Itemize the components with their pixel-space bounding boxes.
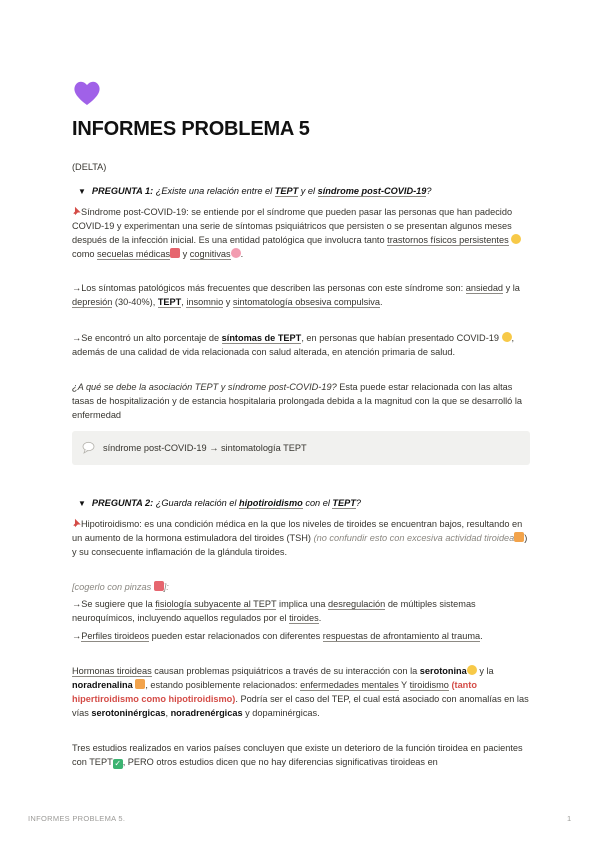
smile-emoji-icon xyxy=(467,665,477,675)
q2-paragraph-1: Hipotiroidismo: es una condición médica en la que los niveles de tiroides se encuentran bajos, resultando en un aumento de la hormona estimuladora del tiroides (TSH) (no confundir esto con excesiva actividad tiroidea ) y su consecuente inflamación de la glándula tiroides. xyxy=(72,519,528,557)
warning-emoji-icon xyxy=(514,532,524,542)
toggle-triangle-icon: ▼ xyxy=(78,499,86,508)
q2-paragraph-2: →Se sugiere que la fisiología subyacente al TEPT implica una desregulación de múltiples sistemas neuroquímicos, incluyendo aquellos regulados por el tiroides. xyxy=(72,599,476,623)
q1-paragraph-1: Síndrome post-COVID-19: se entiende por el síndrome que pueden pasar las personas que han padecido COVID-19 y experimentan una serie de síntomas psiquiátricos que persisten o se presentan algunos meses después de la infección inicial. Es una entidad patológica que involucra tanto trastornos físicos persistentes como secuelas médicas y cognitivas . xyxy=(72,205,530,261)
page-number: 1 xyxy=(567,814,572,823)
pushpin-icon xyxy=(72,518,81,528)
q2-note: [cogerlo con pinzas ]: xyxy=(72,582,169,592)
hands-emoji-icon xyxy=(135,679,145,689)
q1-question: ¿Existe una relación entre el TEPT y el síndrome post-COVID-19? xyxy=(155,186,432,196)
pushpin-icon xyxy=(72,206,81,216)
face-emoji-icon xyxy=(511,234,521,244)
footer-title: INFORMES PROBLEMA 5. xyxy=(28,814,126,823)
q1-paragraph-4: ¿A qué se debe la asociación TEPT y síndrome post-COVID-19? Esta puede estar relacionada con las altas tasas de hospitalización y de estancia hospitalaria prolongada debida a la magnitud con la que se desarrolló la enfermedad xyxy=(72,382,522,420)
purple-heart-icon xyxy=(72,78,102,108)
q2-paragraph-3: →Perfiles tiroideos pueden estar relacionados con diferentes respuestas de afrontamiento al trauma. xyxy=(72,631,483,641)
callout-box xyxy=(72,431,530,465)
q2-paragraph-5: Tres estudios realizados en varios países concluyen que existe un deterioro de la función tiroidea en pacientes con TEPT ✓ , PERO otros estudios dicen que no hay diferencias significativas tiroideas en xyxy=(72,743,523,768)
q1-paragraph-3: →Se encontró un alto porcentaje de síntomas de TEPT, en personas que habían presentado COVID-19 , además de una calidad de vida relacionada con salud alterada, en atención primaria de salud. xyxy=(72,333,515,357)
q2-paragraph-4: Hormonas tiroideas causan problemas psiquiátricos a través de su interacción con la serotonina y la noradrenalina , estando posiblemente relacionados: enfermedades mentales Y tiroidismo (tanto hipertiroidismo como hipotiroidismo). Podría ser el caso del TEP, el cual está asociado con anomalías en las vías serotoninérgicas, noradrenérgicas y dopaminérgicas. xyxy=(72,666,529,718)
toggle-triangle-icon: ▼ xyxy=(78,187,86,196)
toggle-pregunta-2[interactable] xyxy=(78,496,361,511)
speech-bubble-icon xyxy=(82,441,95,454)
page-title: INFORMES PROBLEMA 5 xyxy=(72,118,310,140)
q2-question: ¿Guarda relación el hipotiroidismo con el TEPT? xyxy=(155,498,362,508)
hospital-emoji-icon xyxy=(170,248,180,258)
crab-emoji-icon xyxy=(154,581,164,591)
brain-emoji-icon xyxy=(231,248,241,258)
page-subtitle: (DELTA) xyxy=(72,162,107,172)
callout-text: síndrome post-COVID-19 → sintomatología TEPT xyxy=(103,443,307,453)
q2-label: PREGUNTA 2: xyxy=(91,498,154,508)
toggle-pregunta-1[interactable] xyxy=(78,184,432,199)
check-mark-emoji-icon: ✓ xyxy=(114,759,122,768)
q1-label: PREGUNTA 1: xyxy=(91,186,154,196)
q1-paragraph-2: →Los síntomas patológicos más frecuentes que describen las personas con este síndrome son: ansiedad y la depresión (30-40%), TEPT, insomnio y sintomatología obsesiva compulsiva. xyxy=(72,283,520,307)
mask-face-emoji-icon xyxy=(502,332,512,342)
